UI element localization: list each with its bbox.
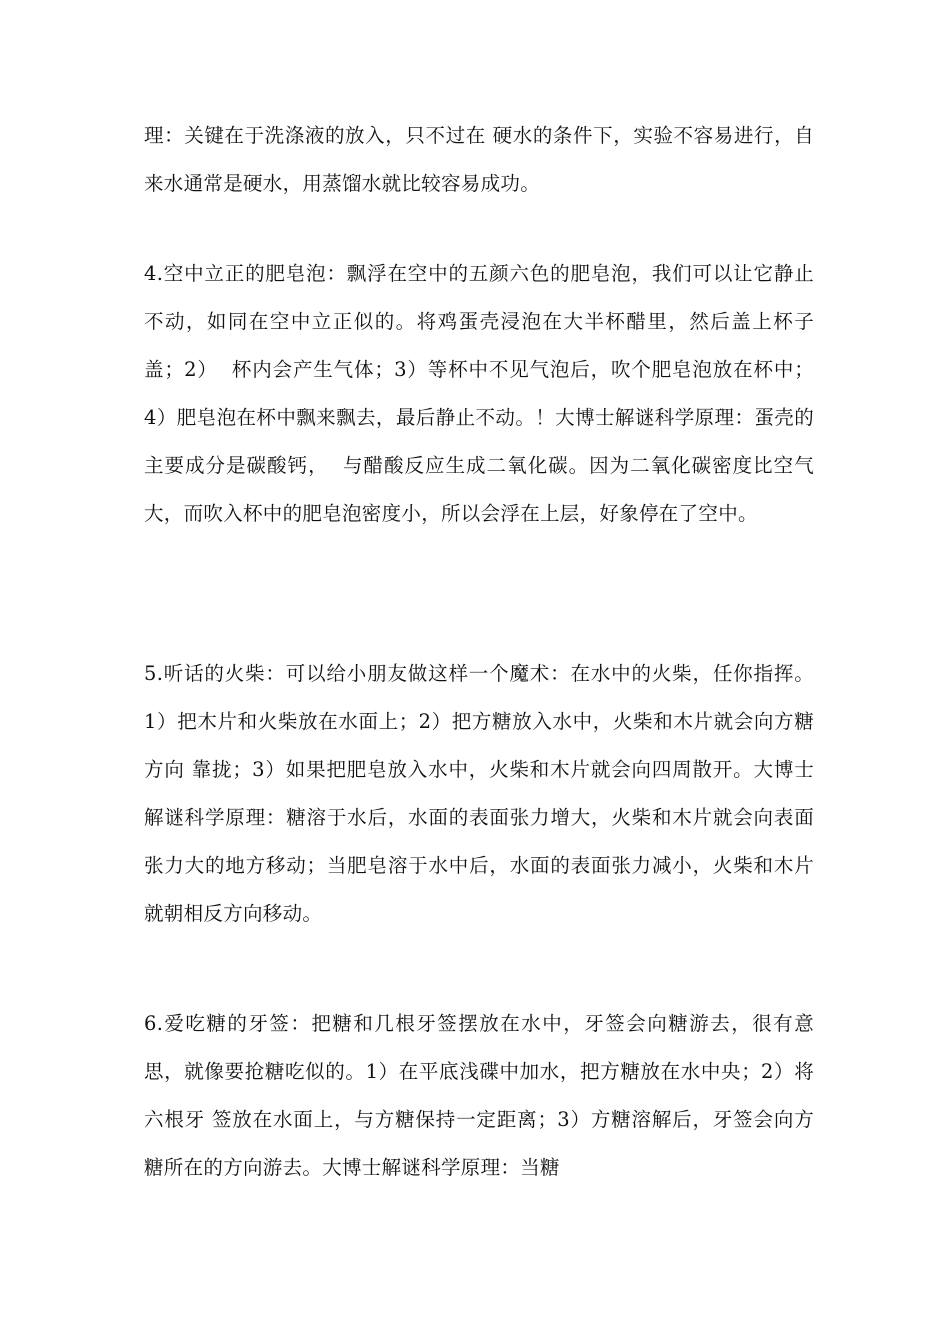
paragraph-continuation: 理：关键在于洗涤液的放入，只不过在 硬水的条件下，实验不容易进行，自来水通常是硬水，用蒸馏水就比较容易成功。 <box>144 124 814 195</box>
paragraph-obedient-matches: 5.听话的火柴：可以给小朋友做这样一个魔术：在水中的火柴，任你指挥。1）把木片和火柴放在水面上；2）把方糖放入水中，火柴和木片就会向方糖方向 靠拢；3）如果把肥皂放入水中，火柴和木片就会向四周散开。大博士解谜科学原理：糖溶于水后，水面的表面张力增大，火柴和木片就会向表面张力大的地方移动；当肥皂溶于水中后，水面的表面张力减小，火柴和木片就朝相反方向移动。 <box>144 662 814 925</box>
paragraph-soap-bubble: 4.空中立正的肥皂泡：飘浮在空中的五颜六色的肥皂泡，我们可以让它静止不动，如同在空中立正似的。将鸡蛋壳浸泡在大半杯醋里，然后盖上杯子盖；2） 杯内会产生气体；3）等杯中不见气泡后，吹个肥皂泡放在杯中；4）肥皂泡在杯中飘来飘去，最后静止不动。！大博士解谜科学原理：蛋壳的主要成分是碳酸钙， 与醋酸反应生成二氧化碳。因为二氧化碳密度比空气大，而吹入杯中的肥皂泡密度小，所以会浮在上层，好象停在了空中。 <box>144 262 814 525</box>
paragraph-sugar-toothpicks: 6.爱吃糖的牙签：把糖和几根牙签摆放在水中，牙签会向糖游去，很有意思，就像要抢糖吃似的。1）在平底浅碟中加水，把方糖放在水中央；2）将六根牙 签放在水面上，与方糖保持一定距离；3）方糖溶解后，牙签会向方糖所在的方向游去。大博士解谜科学原理：当糖 <box>144 1012 814 1179</box>
